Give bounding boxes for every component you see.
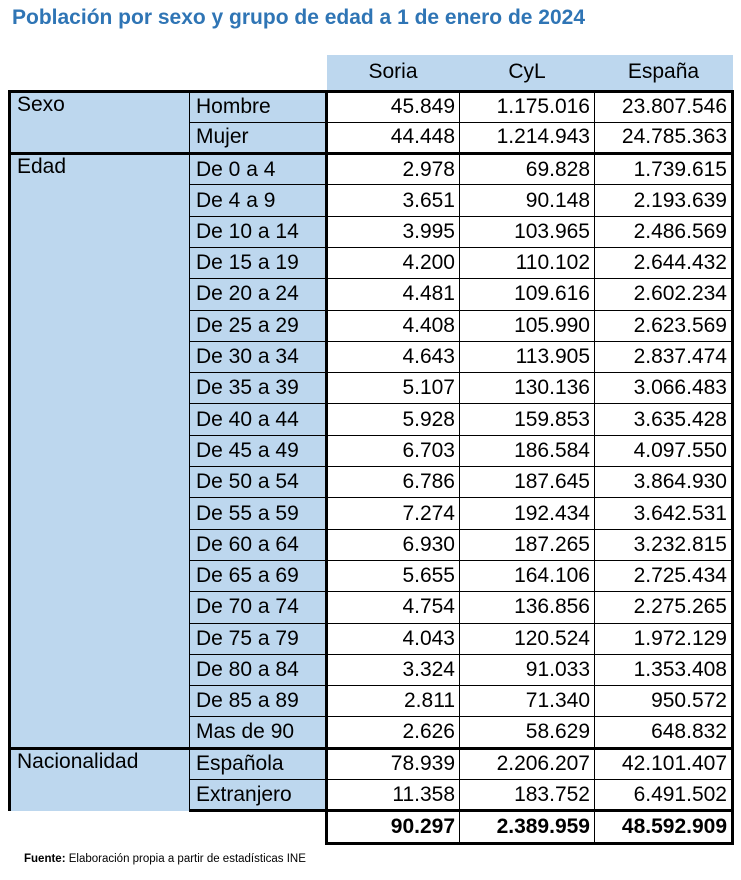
value-cell: 4.643 — [327, 341, 460, 372]
group-label: Sexo — [10, 91, 190, 154]
population-table — [8, 55, 734, 845]
row-label: De 15 a 19 — [190, 247, 327, 278]
value-cell: 187.265 — [460, 529, 595, 560]
row-label: De 30 a 34 — [190, 341, 327, 372]
value-cell: 24.785.363 — [595, 122, 733, 153]
row-label: De 75 a 79 — [190, 623, 327, 654]
value-cell: 2.811 — [327, 686, 460, 717]
row-label: Española — [190, 748, 327, 779]
value-cell: 2.193.639 — [595, 185, 733, 216]
value-cell: 2.602.234 — [595, 279, 733, 310]
value-cell: 136.856 — [460, 592, 595, 623]
totals-row — [10, 811, 733, 844]
value-cell: 3.651 — [327, 185, 460, 216]
value-cell: 6.930 — [327, 529, 460, 560]
value-cell: 105.990 — [460, 310, 595, 341]
value-cell: 648.832 — [595, 717, 733, 748]
value-cell: 6.491.502 — [595, 780, 733, 811]
value-cell: 3.232.815 — [595, 529, 733, 560]
value-cell: 45.849 — [327, 91, 460, 122]
totals-empty-cell — [10, 811, 327, 844]
value-cell: 1.739.615 — [595, 154, 733, 185]
table-row — [10, 91, 733, 122]
row-label: De 80 a 84 — [190, 654, 327, 685]
value-cell: 2.978 — [327, 154, 460, 185]
row-label: De 0 a 4 — [190, 154, 327, 185]
total-cell: 2.389.959 — [460, 811, 595, 844]
value-cell: 6.786 — [327, 467, 460, 498]
row-label: De 65 a 69 — [190, 560, 327, 591]
row-label: De 25 a 29 — [190, 310, 327, 341]
value-cell: 23.807.546 — [595, 91, 733, 122]
value-cell: 120.524 — [460, 623, 595, 654]
value-cell: 3.995 — [327, 216, 460, 247]
row-label: De 20 a 24 — [190, 279, 327, 310]
value-cell: 58.629 — [460, 717, 595, 748]
value-cell: 186.584 — [460, 435, 595, 466]
value-cell: 187.645 — [460, 467, 595, 498]
row-label: De 70 a 74 — [190, 592, 327, 623]
row-label: De 45 a 49 — [190, 435, 327, 466]
value-cell: 1.353.408 — [595, 654, 733, 685]
value-cell: 113.905 — [460, 341, 595, 372]
value-cell: 3.864.930 — [595, 467, 733, 498]
total-cell: 90.297 — [327, 811, 460, 844]
value-cell: 2.837.474 — [595, 341, 733, 372]
value-cell: 2.206.207 — [460, 748, 595, 779]
value-cell: 90.148 — [460, 185, 595, 216]
value-cell: 5.928 — [327, 404, 460, 435]
value-cell: 4.097.550 — [595, 435, 733, 466]
row-label: De 50 a 54 — [190, 467, 327, 498]
value-cell: 2.644.432 — [595, 247, 733, 278]
total-cell: 48.592.909 — [595, 811, 733, 844]
row-label: Extranjero — [190, 780, 327, 811]
value-cell: 42.101.407 — [595, 748, 733, 779]
value-cell: 4.043 — [327, 623, 460, 654]
value-cell: 4.200 — [327, 247, 460, 278]
column-header: CyL — [460, 55, 595, 91]
value-cell: 3.066.483 — [595, 373, 733, 404]
source-note — [24, 853, 306, 865]
value-cell: 2.623.569 — [595, 310, 733, 341]
table-row — [10, 154, 733, 185]
value-cell: 164.106 — [460, 560, 595, 591]
row-label: De 40 a 44 — [190, 404, 327, 435]
value-cell: 71.340 — [460, 686, 595, 717]
value-cell: 4.754 — [327, 592, 460, 623]
value-cell: 7.274 — [327, 498, 460, 529]
value-cell: 109.616 — [460, 279, 595, 310]
row-label: De 4 a 9 — [190, 185, 327, 216]
value-cell: 5.655 — [327, 560, 460, 591]
row-label: De 10 a 14 — [190, 216, 327, 247]
value-cell: 4.481 — [327, 279, 460, 310]
value-cell: 3.324 — [327, 654, 460, 685]
page-title: Población por sexo y grupo de edad a 1 de enero de 2024 — [12, 6, 586, 29]
value-cell: 3.642.531 — [595, 498, 733, 529]
column-header: Soria — [327, 55, 460, 91]
value-cell: 1.175.016 — [460, 91, 595, 122]
value-cell: 183.752 — [460, 780, 595, 811]
value-cell: 103.965 — [460, 216, 595, 247]
value-cell: 5.107 — [327, 373, 460, 404]
value-cell: 11.358 — [327, 780, 460, 811]
value-cell: 69.828 — [460, 154, 595, 185]
source-text: Elaboración propia a partir de estadísticas INE — [68, 853, 306, 865]
column-header: España — [595, 55, 733, 91]
table-row — [10, 748, 733, 779]
value-cell: 130.136 — [460, 373, 595, 404]
row-label: De 55 a 59 — [190, 498, 327, 529]
value-cell: 3.635.428 — [595, 404, 733, 435]
value-cell: 950.572 — [595, 686, 733, 717]
row-label: De 35 a 39 — [190, 373, 327, 404]
row-label: Mujer — [190, 122, 327, 153]
value-cell: 2.275.265 — [595, 592, 733, 623]
value-cell: 6.703 — [327, 435, 460, 466]
value-cell: 2.486.569 — [595, 216, 733, 247]
value-cell: 2.725.434 — [595, 560, 733, 591]
row-label: Hombre — [190, 91, 327, 122]
row-label: De 60 a 64 — [190, 529, 327, 560]
row-label: De 85 a 89 — [190, 686, 327, 717]
header-row — [10, 55, 733, 91]
header-empty-cell — [10, 55, 327, 91]
row-label: Mas de 90 — [190, 717, 327, 748]
value-cell: 78.939 — [327, 748, 460, 779]
value-cell: 159.853 — [460, 404, 595, 435]
value-cell: 1.214.943 — [460, 122, 595, 153]
value-cell: 2.626 — [327, 717, 460, 748]
value-cell: 1.972.129 — [595, 623, 733, 654]
source-label: Fuente: — [24, 853, 66, 865]
group-label: Nacionalidad — [10, 748, 190, 811]
value-cell: 4.408 — [327, 310, 460, 341]
value-cell: 91.033 — [460, 654, 595, 685]
group-label: Edad — [10, 154, 190, 749]
value-cell: 110.102 — [460, 247, 595, 278]
value-cell: 192.434 — [460, 498, 595, 529]
value-cell: 44.448 — [327, 122, 460, 153]
